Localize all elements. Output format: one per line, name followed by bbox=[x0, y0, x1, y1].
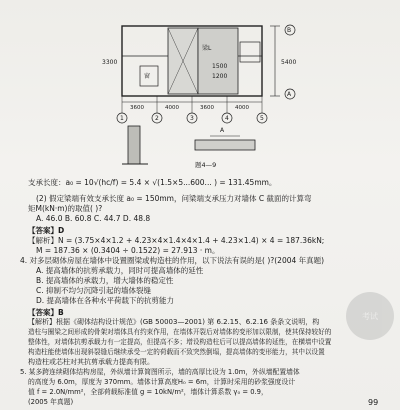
fig-axis-b: B bbox=[287, 27, 292, 34]
stamp-text: 考试 bbox=[362, 312, 378, 321]
fig-axis-5: 5 bbox=[260, 115, 264, 122]
question-5-line-1: 5. 某多跨连续砌体结构房屋，外纵墙计算简图所示，墙的高厚比设为 1.0m，外纵墙配置墙体 bbox=[20, 368, 300, 376]
question-4-option-b: B. 提高墙体的承载力，增大墙体的稳定性 bbox=[36, 276, 174, 285]
fig-mid-dim-2: 1200 bbox=[212, 73, 228, 80]
fig-axis-1: 1 bbox=[120, 115, 124, 122]
fig-axis-4: 4 bbox=[225, 115, 229, 122]
answer-label-2: 【答案】B bbox=[28, 308, 64, 317]
text-line-4-options: A. 46.0 B. 60.8 C. 44.7 D. 48.8 bbox=[36, 214, 151, 223]
fig-axis-3: 3 bbox=[190, 115, 194, 122]
fig-spacing-4: 4000 bbox=[235, 105, 249, 111]
fig-axis-a: A bbox=[287, 91, 292, 98]
page-number: 99 bbox=[368, 398, 379, 407]
fig-mid-dim-1: 1500 bbox=[212, 63, 228, 70]
fig-left-dim: 3300 bbox=[102, 59, 118, 66]
text-line-2: (2) 假定梁端有效支承长度 a₀ = 150mm，问梁端支承压力对墙体 C 截面的计算弯 bbox=[36, 194, 312, 203]
question-5-line-4: (2005 年真题) bbox=[28, 398, 74, 406]
analysis-2-line-5: 构造柱或芯柱对其抗剪承载力提高有限。 bbox=[28, 358, 154, 366]
analysis-2-line-1: 【解析】根据《砌体结构设计规范》(GB 50003—2001) 第 6.2.15、6.2.16 条条文说明，构 bbox=[28, 318, 320, 326]
fig-spacing-3: 3600 bbox=[200, 105, 214, 111]
analysis-2-line-3: 整体性，对墙体抗剪承载力有一定提高，但提高不多；增设构造柱后可以提高墙体的延性，在横墙中设置 bbox=[28, 338, 332, 346]
question-4-option-d: D. 提高墙体在各种水平荷载下的抗剪能力 bbox=[36, 296, 175, 305]
fig-detail-label: A bbox=[220, 127, 225, 134]
fig-spacing-2: 4000 bbox=[165, 105, 179, 111]
analysis-line-2: M = 187.36 × (0.3404 ÷ 0.1522) = 27.913 · m。 bbox=[36, 246, 220, 255]
answer-label-1: 【答案】D bbox=[28, 226, 65, 235]
fig-spacing-1: 3600 bbox=[130, 105, 144, 111]
question-4-stem: 4. 对多层砌体房屋在墙体中设置圈梁或构造柱的作用，以下说法有误的是( )?(2004 年真题) bbox=[20, 256, 325, 265]
question-5-line-2: 的高度为 6.0m，厚度为 370mm。墙体计算高度H₀ = 6m，计算时采用的砂浆强度设计 bbox=[28, 378, 296, 386]
analysis-2-line-4: 构造柱能使墙体出现斜裂缝后继续承受一定的荷载而不致突然倒塌，提高墙体的变形能力，其中以设置 bbox=[28, 348, 325, 356]
question-4-option-a: A. 提高墙体的抗剪承载力，同时可提高墙体的延性 bbox=[36, 266, 204, 275]
structural-plan-figure bbox=[100, 18, 305, 173]
text-line-1: 支承长度：a₀ = 10√(hc/f) = 5.4 × √(1.5×5...600... ) = 131.45mm。 bbox=[28, 178, 277, 187]
analysis-line-1: 【解析】N = (3.75×4×1.2 + 4.23×4×1.4×4×1.4 + 4.23×1.4) × 4 = 187.36kN; bbox=[28, 236, 325, 245]
figure-caption: 题4—9 bbox=[195, 161, 217, 169]
fig-axis-2: 2 bbox=[155, 115, 159, 122]
question-4-option-c: C. 抑制不均匀沉降引起的墙体裂缝 bbox=[36, 286, 152, 295]
analysis-2-line-2: 造柱与圈梁之间形成的骨架对墙体具有约束作用，在墙体开裂后对墙体的变形加以限制，使其保持较好的 bbox=[28, 328, 332, 336]
fig-beam-label: 梁L bbox=[202, 45, 212, 52]
question-5-line-3: 值 f = 2.0N/mm²，全部荷载标准值 g = 10kN/m²，墙体计算系数 γ₀ = 0.9， bbox=[28, 388, 268, 396]
text-line-3: 矩M(kN·m)的取值( )? bbox=[28, 204, 103, 213]
watermark-stamp bbox=[346, 292, 394, 340]
fig-right-dim: 5400 bbox=[281, 59, 297, 66]
fig-window-label: 窗 bbox=[144, 73, 151, 80]
